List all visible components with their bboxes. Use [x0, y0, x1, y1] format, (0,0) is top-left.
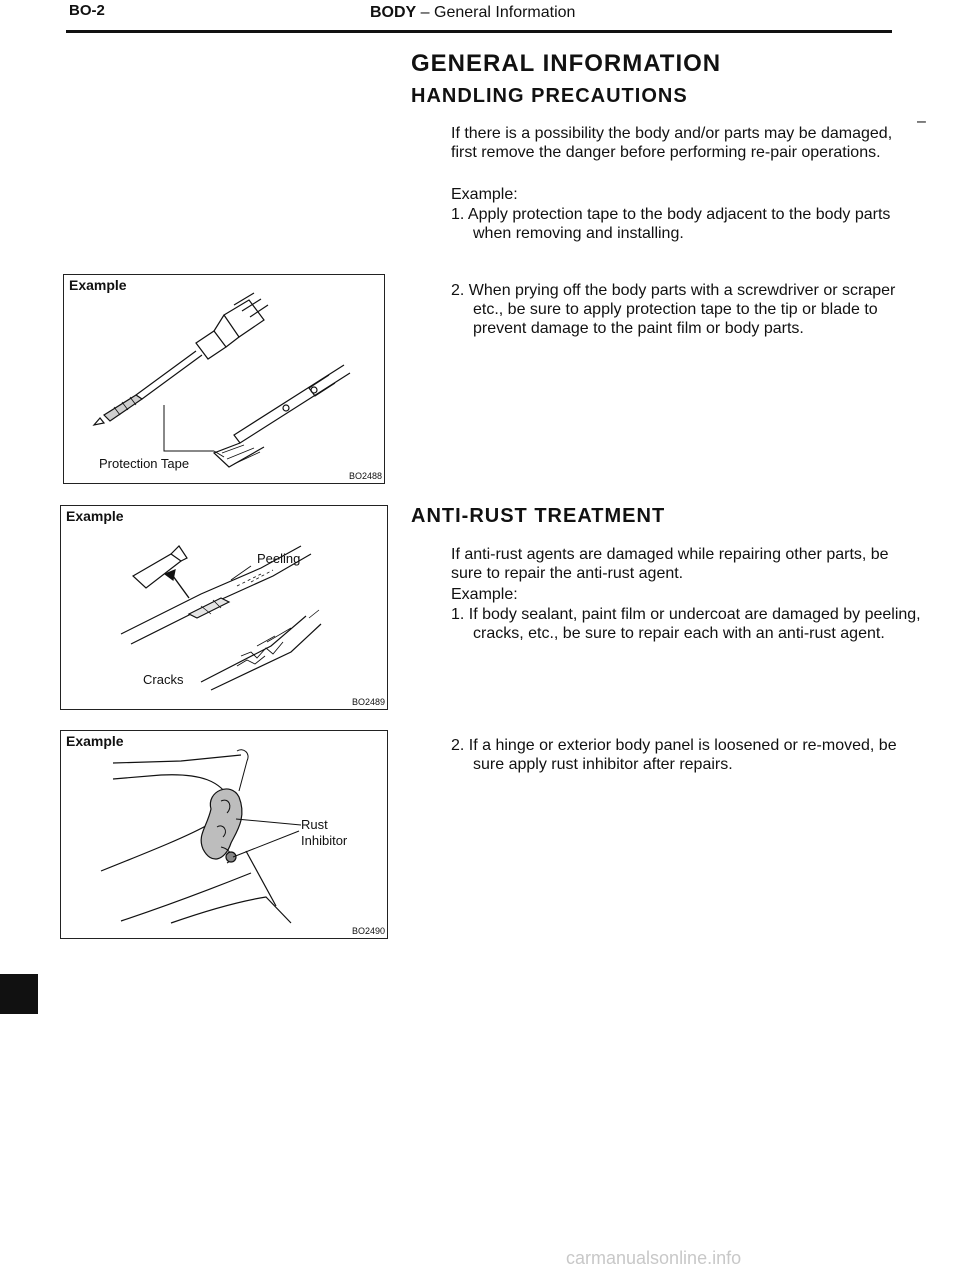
figure-label: Example: [66, 733, 124, 749]
figure-peeling-cracks: [60, 505, 388, 710]
handling-item-1: 1. Apply protection tape to the body adjacent to the body parts when removing and installing.: [451, 206, 891, 242]
watermark: carmanualsonline.info: [566, 1248, 742, 1268]
section-heading-antirust: ANTI-RUST TREATMENT: [411, 505, 666, 527]
figure-rust-inhibitor: [60, 730, 388, 939]
antirust-intro: If anti-rust agents are damaged while repairing other parts, be sure to repair the anti-rust agent.: [451, 546, 889, 582]
callout-protection-tape: Protection Tape: [99, 456, 190, 471]
page-number: BO-2: [69, 2, 105, 19]
screwdriver-scraper-illustration: [64, 275, 384, 483]
handling-example-label: Example:: [451, 186, 518, 203]
running-header-section: BODY: [370, 4, 417, 21]
figure-id: BO2488: [348, 471, 382, 481]
running-header: [370, 4, 575, 22]
figure-id: BO2489: [351, 697, 385, 707]
header-rule: [66, 30, 892, 33]
running-header-subtitle: General Information: [434, 4, 576, 21]
peeling-cracks-illustration: [61, 506, 387, 709]
figure-label: Example: [66, 508, 124, 524]
handling-item-2: 2. When prying off the body parts with a screwdriver or scraper etc., be sure to apply protection tape to the tip or blade to prevent damage to the paint film or body parts.: [451, 282, 896, 337]
figure-protection-tape: [63, 274, 385, 484]
callout-cracks: Cracks: [143, 672, 184, 687]
callout-peeling: Peeling: [257, 551, 301, 566]
antirust-item-1: 1. If body sealant, paint film or undercoat are damaged by peeling, cracks, etc., be sure to repair each with an anti-rust agent.: [451, 606, 921, 642]
callout-inhibitor: Inhibitor: [301, 833, 348, 848]
page-title: GENERAL INFORMATION: [411, 50, 722, 77]
figure-id: BO2490: [351, 926, 385, 936]
page-edge-tab-mark: [0, 974, 38, 1014]
running-header-separator: –: [416, 4, 435, 21]
antirust-item-2: 2. If a hinge or exterior body panel is loosened or re-moved, be sure apply rust inhibitor after repairs.: [451, 737, 897, 773]
figure-label: Example: [69, 277, 127, 293]
antirust-example-label: Example:: [451, 586, 518, 603]
section-heading-handling: HANDLING PRECAUTIONS: [411, 85, 688, 107]
callout-rust: Rust: [301, 817, 328, 832]
handling-intro: If there is a possibility the body and/or parts may be damaged, first remove the danger before performing re-pair operations.: [451, 125, 893, 161]
margin-dash: –: [917, 113, 926, 130]
